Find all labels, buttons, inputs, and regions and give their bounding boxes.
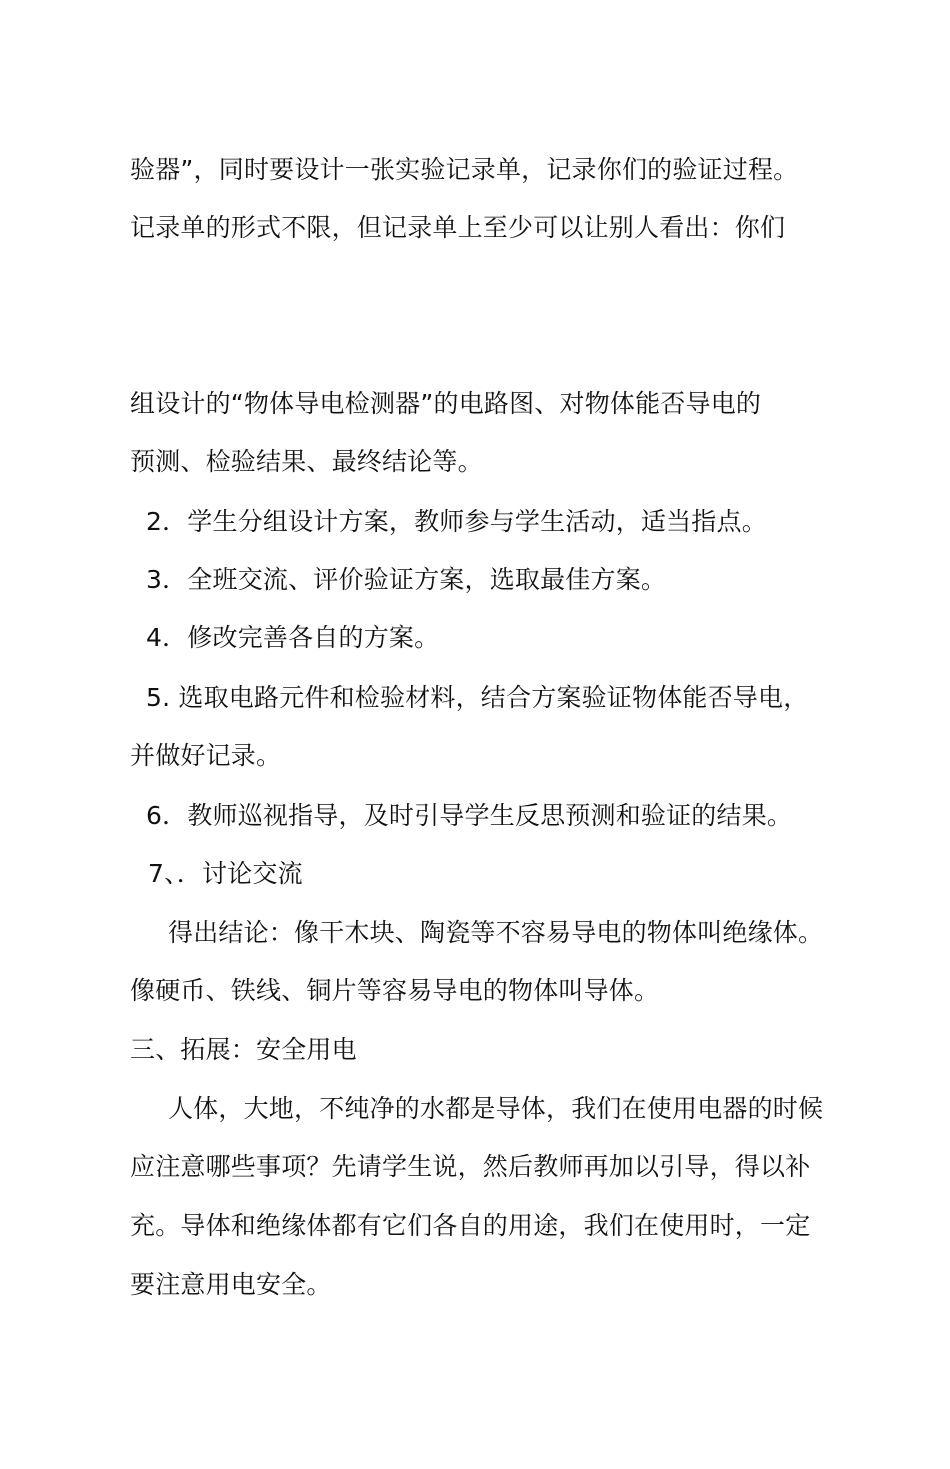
text-line: 组设计的“物体导电检测器”的电路图、对物体能否导电的 xyxy=(130,389,762,418)
list-item: 2．学生分组设计方案，教师参与学生活动，适当指点。 xyxy=(146,507,767,536)
text-line: 应注意哪些事项？先请学生说，然后教师再加以引导，得以补 xyxy=(130,1152,811,1181)
text-line: 预测、检验结果、最终结论等。 xyxy=(130,447,483,476)
text-line: 像硬币、铁线、铜片等容易导电的物体叫导体。 xyxy=(130,976,660,1005)
text-line: 充。导体和绝缘体都有它们各自的用途，我们在使用时，一定 xyxy=(130,1211,811,1240)
list-item: 7、．讨论交流 xyxy=(148,859,303,888)
list-item: 5. 选取电路元件和检验材料，结合方案验证物体能否导电， xyxy=(146,683,809,712)
list-item: 3．全班交流、评价验证方案，选取最佳方案。 xyxy=(146,565,667,594)
paragraph-line: 人体，大地，不纯净的水都是导体，我们在使用电器的时候 xyxy=(168,1094,824,1123)
list-item: 6．教师巡视指导，及时引导学生反思预测和验证的结果。 xyxy=(146,801,793,830)
text-line: 并做好记录。 xyxy=(130,741,282,770)
paragraph-line: 得出结论：像干木块、陶瓷等不容易导电的物体叫绝缘体。 xyxy=(168,918,824,947)
text-line: 记录单的形式不限，但记录单上至少可以让别人看出：你们 xyxy=(130,213,786,242)
text-line: 要注意用电安全。 xyxy=(130,1270,332,1299)
list-item: 4．修改完善各自的方案。 xyxy=(146,623,440,652)
text-line: 验器”，同时要设计一张实验记录单，记录你们的验证过程。 xyxy=(130,155,799,184)
section-heading: 三、拓展：安全用电 xyxy=(130,1035,357,1064)
